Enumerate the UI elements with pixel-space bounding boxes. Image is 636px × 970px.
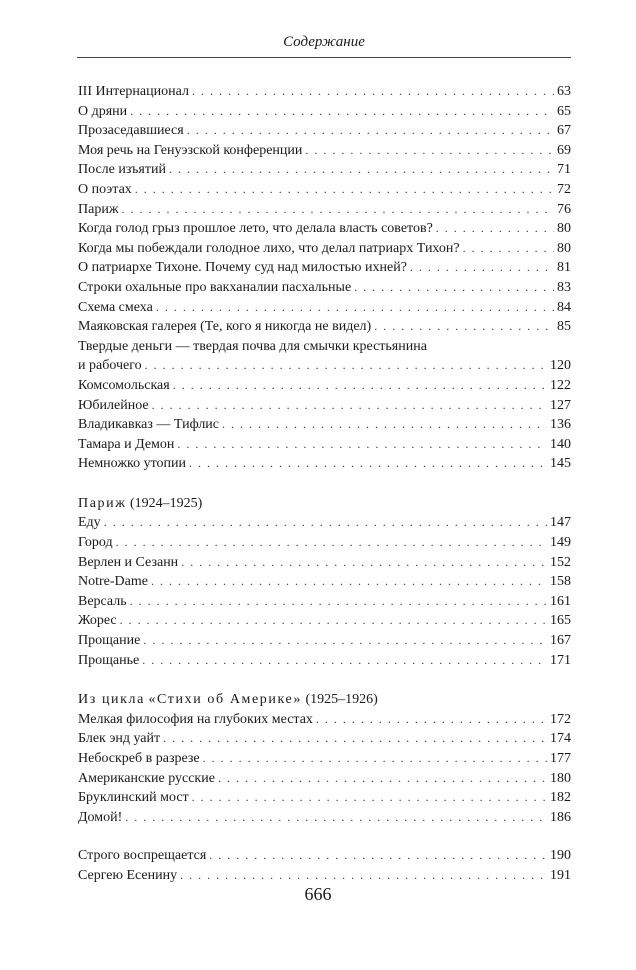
toc-entry-title: Бруклинский мост	[78, 790, 189, 806]
toc-entry-title: Прозаседавшиеся	[78, 123, 184, 139]
leader-dots	[192, 82, 554, 102]
section-title-text-part2: «Стихи об Америке»	[148, 692, 302, 708]
toc-entry-page: 81	[557, 260, 571, 276]
toc-entry-title: О дряни	[78, 103, 128, 119]
toc-entry-multiline	[78, 337, 571, 376]
toc-entry	[78, 592, 571, 612]
toc-entry-page: 80	[557, 221, 571, 237]
leader-dots	[209, 846, 547, 866]
toc-entry-page: 85	[557, 319, 571, 335]
leader-dots	[169, 160, 554, 180]
toc-entry-page: 67	[557, 123, 571, 139]
toc-entry-page: 158	[550, 574, 571, 590]
leader-dots	[145, 356, 547, 376]
toc-group-final	[78, 846, 571, 885]
toc-entry-title: Схема смеха	[78, 299, 153, 315]
leader-dots	[222, 415, 547, 435]
toc-entry-page: 140	[550, 436, 571, 452]
toc-entry	[78, 611, 571, 631]
leader-dots	[410, 258, 554, 278]
toc-entry	[78, 435, 571, 455]
toc-entry	[78, 160, 571, 180]
toc-entry-page: 72	[557, 181, 571, 197]
toc-entry-title: Город	[78, 535, 113, 551]
toc-entry	[78, 808, 571, 828]
leader-dots	[130, 102, 554, 122]
toc-entry	[78, 729, 571, 749]
toc-entry	[78, 846, 571, 866]
running-header: Содержание	[283, 34, 365, 50]
toc-entry	[78, 415, 571, 435]
leader-dots	[135, 180, 554, 200]
section-title-america	[78, 690, 571, 710]
toc-entry	[78, 533, 571, 553]
leader-dots	[203, 749, 547, 769]
toc-entry-title-line1: Твердые деньги — твердая почва для смычки крестьянина	[78, 338, 427, 354]
page-number: 666	[304, 884, 332, 904]
toc-entry-title: После изъятий	[78, 162, 166, 178]
leader-dots	[142, 651, 547, 671]
toc-entry-page: 145	[550, 456, 571, 472]
toc-entry	[78, 258, 571, 278]
toc-entry-page: 177	[550, 751, 571, 766]
toc-entry	[78, 102, 571, 122]
leader-dots	[192, 788, 547, 808]
toc-entry-page: 63	[557, 84, 571, 99]
toc-entry-title: О патриархе Тихоне. Почему суд над милостью ихней?	[78, 260, 407, 276]
toc-entry	[78, 513, 571, 533]
toc-entry-page: 182	[550, 790, 571, 806]
toc-entry-page: 191	[550, 867, 571, 883]
leader-dots	[156, 298, 554, 318]
toc-entry-page: 186	[550, 809, 571, 825]
toc-entry-title: Париж	[78, 201, 119, 217]
toc-entry-title: Строки охальные про вакханалии пасхальные	[78, 279, 352, 295]
leader-dots	[316, 710, 547, 730]
leader-dots	[374, 317, 554, 337]
toc-entry	[78, 278, 571, 298]
toc-entry	[78, 376, 571, 396]
toc-entry-title: Комсомольская	[78, 377, 170, 393]
toc-entry-title: Домой!	[78, 809, 123, 825]
toc-entry-title: О поэтах	[78, 181, 132, 197]
leader-dots	[177, 435, 547, 455]
toc-entry-page: 120	[550, 358, 571, 374]
toc-entry-page: 83	[557, 279, 571, 295]
leader-dots	[130, 592, 547, 612]
toc-entry-page: 69	[557, 142, 571, 158]
toc-entry	[78, 317, 571, 337]
toc-entry-page: 149	[550, 535, 571, 551]
section-years: (1924–1925)	[130, 495, 203, 511]
toc-entry-title: Верлен и Сезанн	[78, 554, 179, 570]
section-title-paris	[78, 494, 571, 514]
leader-dots	[163, 729, 547, 749]
toc-entry	[78, 769, 571, 789]
toc-entry-title-line2: и рабочего	[78, 358, 142, 374]
toc-group-main	[78, 82, 571, 337]
toc-group-america	[78, 710, 571, 828]
toc-entry-page: 180	[550, 770, 571, 786]
toc-entry-page: 152	[550, 554, 571, 570]
toc-entry-page: 65	[557, 103, 571, 119]
toc-entry-title: III Интернационал	[78, 84, 189, 99]
toc-entry-title: Сергею Есенину	[78, 867, 178, 883]
toc-entry	[78, 553, 571, 573]
toc-entry-title: Владикавказ — Тифлис	[78, 417, 220, 433]
toc-entry-page: 84	[557, 299, 571, 315]
leader-dots	[125, 808, 547, 828]
leader-dots	[180, 866, 547, 886]
toc-entry-title: Еду	[78, 515, 101, 531]
leader-dots	[143, 631, 547, 651]
toc-group-paris	[78, 513, 571, 670]
toc-entry-page: 190	[550, 848, 571, 864]
toc-entry	[78, 572, 571, 592]
toc-entry	[78, 749, 571, 769]
leader-dots	[104, 513, 547, 533]
leader-dots	[122, 200, 555, 220]
toc-entry-title: Строго воспрещается	[78, 848, 207, 864]
leader-dots	[189, 454, 547, 474]
toc-entry	[78, 454, 571, 474]
toc-entry-title: Прощанье	[78, 652, 140, 668]
toc-entry-page: 161	[550, 593, 571, 609]
toc-entry	[78, 219, 571, 239]
toc-entry-page: 76	[557, 201, 571, 217]
toc-entry-title: Небоскреб в разрезе	[78, 751, 200, 766]
toc-entry	[78, 141, 571, 161]
toc-entry-page: 165	[550, 613, 571, 629]
section-title-text-part1: Из цикла	[78, 692, 145, 708]
leader-dots	[151, 572, 547, 592]
toc-entry-title: Мелкая философия на глубоких местах	[78, 711, 313, 727]
toc-entry	[78, 121, 571, 141]
leader-dots	[436, 219, 554, 239]
toc-entry	[78, 866, 571, 886]
toc-entry	[78, 298, 571, 318]
toc-entry-title: Когда мы побеждали голодное лихо, что делал патриарх Тихон?	[78, 240, 460, 256]
toc-entry-title: Тамара и Демон	[78, 436, 175, 452]
toc-entry	[78, 396, 571, 416]
leader-dots	[120, 611, 547, 631]
leader-dots	[187, 121, 554, 141]
leader-dots	[218, 769, 547, 789]
toc-entry-title: Маяковская галерея (Те, кого я никогда не видел)	[78, 319, 372, 335]
leader-dots	[116, 533, 547, 553]
toc-entry-page: 122	[550, 377, 571, 393]
leader-dots	[354, 278, 554, 298]
toc-entry	[78, 651, 571, 671]
toc-entry-page: 174	[550, 731, 571, 747]
leader-dots	[173, 376, 547, 396]
toc-entry-page: 172	[550, 711, 571, 727]
header-rule	[77, 57, 571, 58]
toc-entry-title: Американские русские	[78, 770, 215, 786]
toc-entry-page: 127	[550, 397, 571, 413]
toc-entry	[78, 200, 571, 220]
toc-entry-title: Блек энд уайт	[78, 731, 161, 747]
toc-entry-title: Прощание	[78, 633, 141, 649]
toc-entry-page: 171	[550, 652, 571, 668]
leader-dots	[152, 396, 547, 416]
toc-entry-page: 136	[550, 417, 571, 433]
leader-dots	[305, 141, 554, 161]
toc-entry-page: 147	[550, 515, 571, 531]
toc-entry-page: 167	[550, 633, 571, 649]
section-title-text: Париж	[78, 495, 127, 511]
leader-dots	[463, 239, 554, 259]
toc-entry-page: 80	[557, 240, 571, 256]
toc-entry-title: Немножко утопии	[78, 456, 187, 472]
toc-entry-title: Моя речь на Генуэзской конференции	[78, 142, 303, 158]
section-years: (1925–1926)	[305, 692, 378, 708]
toc-entry-title: Notre-Dame	[78, 574, 148, 590]
toc-entry	[78, 788, 571, 808]
toc-group-main-continued	[78, 376, 571, 474]
table-of-contents	[78, 82, 571, 886]
leader-dots	[181, 553, 547, 573]
toc-entry	[78, 82, 571, 102]
toc-entry	[78, 710, 571, 730]
toc-entry	[78, 239, 571, 259]
toc-entry-page: 71	[557, 162, 571, 178]
toc-entry	[78, 631, 571, 651]
toc-entry-title: Версаль	[78, 593, 127, 609]
toc-entry-title: Когда голод грыз прошлое лето, что делала власть советов?	[78, 221, 433, 237]
toc-entry-title: Юбилейное	[78, 397, 149, 413]
toc-entry-title: Жорес	[78, 613, 117, 629]
toc-entry	[78, 180, 571, 200]
